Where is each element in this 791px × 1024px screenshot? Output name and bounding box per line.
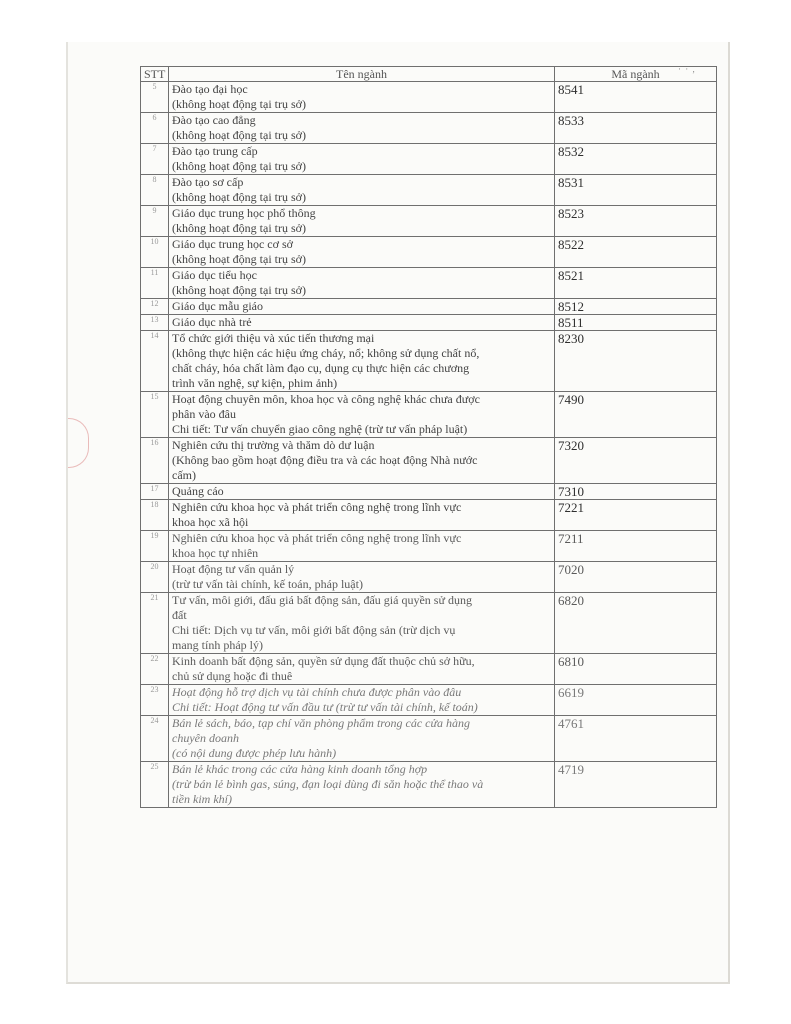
table-row xyxy=(141,82,717,113)
row-name-line: Giáo dục trung học phổ thông xyxy=(172,206,316,220)
row-name-line: khoa học xã hội xyxy=(172,515,249,529)
row-name-line: Giáo dục nhà trẻ xyxy=(172,315,252,329)
row-name xyxy=(169,175,555,206)
row-name-line: (trừ bán lẻ bình gas, súng, đạn loại dùng đi săn hoặc thể thao và xyxy=(172,777,484,791)
table-row xyxy=(141,175,717,206)
table-row xyxy=(141,392,717,438)
table-row xyxy=(141,315,717,331)
row-code: 7020 xyxy=(555,562,717,593)
row-stt: 10 xyxy=(141,237,169,268)
row-stt: 13 xyxy=(141,315,169,331)
row-stt: 6 xyxy=(141,113,169,144)
row-stt: 19 xyxy=(141,531,169,562)
header-stt: STT xyxy=(141,67,169,82)
row-name xyxy=(169,531,555,562)
row-code: 4761 xyxy=(555,716,717,762)
row-name-line: Chi tiết: Tư vấn chuyển giao công nghệ (trừ tư vấn pháp luật) xyxy=(172,422,468,436)
row-stt: 12 xyxy=(141,299,169,315)
row-name-line: phân vào đâu xyxy=(172,407,236,421)
row-name-line: Giáo dục mẫu giáo xyxy=(172,299,263,313)
row-code: 6619 xyxy=(555,685,717,716)
table-row xyxy=(141,299,717,315)
row-code: 8521 xyxy=(555,268,717,299)
row-name-line: Nghiên cứu thị trường và thăm dò dư luận xyxy=(172,438,375,452)
row-name-line: Tư vấn, môi giới, đấu giá bất động sản, đấu giá quyền sử dụng xyxy=(172,593,472,607)
row-name-line: Hoạt động hỗ trợ dịch vụ tài chính chưa được phân vào đâu xyxy=(172,685,462,699)
row-name-line: Đào tạo cao đẳng xyxy=(172,113,256,127)
row-name xyxy=(169,144,555,175)
row-stt: 17 xyxy=(141,484,169,500)
row-code: 8230 xyxy=(555,331,717,392)
table-row xyxy=(141,268,717,299)
row-name-line: Chi tiết: Hoạt động tư vấn đầu tư (trừ tư vấn tài chính, kế toán) xyxy=(172,700,478,714)
row-code: 6820 xyxy=(555,593,717,654)
table-row xyxy=(141,685,717,716)
row-name xyxy=(169,392,555,438)
row-name-line: chuyên doanh xyxy=(172,731,239,745)
row-name-line: Đào tạo sơ cấp xyxy=(172,175,244,189)
row-name xyxy=(169,438,555,484)
row-name-line: chủ sử dụng hoặc đi thuê xyxy=(172,669,293,683)
row-name-line: khoa học tự nhiên xyxy=(172,546,259,560)
row-name xyxy=(169,331,555,392)
red-stamp-fragment xyxy=(68,418,89,468)
row-name-line: tiền kim khí) xyxy=(172,792,232,806)
table-row xyxy=(141,500,717,531)
table-row xyxy=(141,562,717,593)
row-name xyxy=(169,654,555,685)
row-name-line: trình văn nghệ, sự kiện, phim ảnh) xyxy=(172,376,338,390)
table-row xyxy=(141,206,717,237)
table-row xyxy=(141,593,717,654)
row-name xyxy=(169,484,555,500)
row-name-line: Đào tạo trung cấp xyxy=(172,144,258,158)
row-name-line: Nghiên cứu khoa học và phát triển công nghệ trong lĩnh vực xyxy=(172,500,462,514)
table-row xyxy=(141,438,717,484)
row-code: 7490 xyxy=(555,392,717,438)
row-name-line: (Không bao gồm hoạt động điều tra và các hoạt động Nhà nước xyxy=(172,453,478,467)
row-name-line: cấm) xyxy=(172,468,196,482)
row-stt: 15 xyxy=(141,392,169,438)
header-name: Tên ngành xyxy=(169,67,555,82)
row-name-line: (trừ tư vấn tài chính, kế toán, pháp luật) xyxy=(172,577,363,591)
row-name-line: Nghiên cứu khoa học và phát triển công nghệ trong lĩnh vực xyxy=(172,531,462,545)
table-body xyxy=(141,82,717,808)
row-name-line: Giáo dục trung học cơ sở xyxy=(172,237,293,251)
row-name-line: Giáo dục tiểu học xyxy=(172,268,257,282)
row-name-line: Hoạt động chuyên môn, khoa học và công nghệ khác chưa được xyxy=(172,392,480,406)
row-code: 7211 xyxy=(555,531,717,562)
row-name xyxy=(169,113,555,144)
row-code: 8541 xyxy=(555,82,717,113)
row-name-line: Kinh doanh bất động sản, quyền sử dụng đất thuộc chủ sở hữu, xyxy=(172,654,475,668)
corner-mark: · · , xyxy=(678,64,696,74)
row-code: 8512 xyxy=(555,299,717,315)
row-name xyxy=(169,685,555,716)
table-row xyxy=(141,237,717,268)
row-name xyxy=(169,299,555,315)
row-name-line: Đào tạo đại học xyxy=(172,82,248,96)
row-name-line: chất cháy, hóa chất làm đạo cụ, dụng cụ thực hiện các chương xyxy=(172,361,470,375)
row-name xyxy=(169,716,555,762)
row-code: 8531 xyxy=(555,175,717,206)
row-code: 4719 xyxy=(555,762,717,808)
table-row xyxy=(141,716,717,762)
business-lines-table xyxy=(140,66,717,808)
row-name xyxy=(169,82,555,113)
row-stt: 7 xyxy=(141,144,169,175)
row-name-line: Bán lẻ khác trong các cửa hàng kinh doanh tổng hợp xyxy=(172,762,428,776)
row-code: 8532 xyxy=(555,144,717,175)
row-stt: 5 xyxy=(141,82,169,113)
row-stt: 9 xyxy=(141,206,169,237)
row-stt: 22 xyxy=(141,654,169,685)
row-name-line: đất xyxy=(172,608,187,622)
row-name-line: Tổ chức giới thiệu và xúc tiến thương mại xyxy=(172,331,375,345)
row-name-line: (có nội dung được phép lưu hành) xyxy=(172,746,337,760)
row-code: 8522 xyxy=(555,237,717,268)
table-row xyxy=(141,144,717,175)
row-code: 7320 xyxy=(555,438,717,484)
document-page xyxy=(66,42,730,984)
row-stt: 23 xyxy=(141,685,169,716)
row-name-line: (không hoạt động tại trụ sở) xyxy=(172,190,306,204)
table-row xyxy=(141,531,717,562)
row-stt: 25 xyxy=(141,762,169,808)
row-name xyxy=(169,237,555,268)
row-stt: 14 xyxy=(141,331,169,392)
row-name-line: Quảng cáo xyxy=(172,484,224,498)
row-stt: 18 xyxy=(141,500,169,531)
row-name-line: (không hoạt động tại trụ sở) xyxy=(172,283,306,297)
row-name-line: Chi tiết: Dịch vụ tư vấn, môi giới bất động sản (trừ dịch vụ xyxy=(172,623,456,637)
row-name-line: Bán lẻ sách, báo, tạp chí văn phòng phẩm trong các cửa hàng xyxy=(172,716,471,730)
row-code: 8523 xyxy=(555,206,717,237)
row-stt: 21 xyxy=(141,593,169,654)
row-name xyxy=(169,762,555,808)
row-code: 7310 xyxy=(555,484,717,500)
table-row xyxy=(141,113,717,144)
table-row xyxy=(141,762,717,808)
row-stt: 24 xyxy=(141,716,169,762)
row-name-line: Hoạt động tư vấn quản lý xyxy=(172,562,295,576)
table-row xyxy=(141,484,717,500)
row-name xyxy=(169,268,555,299)
row-name-line: (không hoạt động tại trụ sở) xyxy=(172,97,306,111)
row-stt: 20 xyxy=(141,562,169,593)
row-name-line: (không hoạt động tại trụ sở) xyxy=(172,221,306,235)
header-code: Mã ngành xyxy=(555,67,717,82)
row-name-line: mang tính pháp lý) xyxy=(172,638,263,652)
row-stt: 11 xyxy=(141,268,169,299)
row-name-line: (không hoạt động tại trụ sở) xyxy=(172,159,306,173)
row-stt: 8 xyxy=(141,175,169,206)
row-name-line: (không thực hiện các hiệu ứng cháy, nổ; không sử dụng chất nổ, xyxy=(172,346,480,360)
row-name xyxy=(169,500,555,531)
row-code: 6810 xyxy=(555,654,717,685)
table-row xyxy=(141,331,717,392)
row-name xyxy=(169,562,555,593)
row-name xyxy=(169,315,555,331)
row-code: 8533 xyxy=(555,113,717,144)
row-code: 7221 xyxy=(555,500,717,531)
row-name-line: (không hoạt động tại trụ sở) xyxy=(172,252,306,266)
table-row xyxy=(141,654,717,685)
row-name-line: (không hoạt động tại trụ sở) xyxy=(172,128,306,142)
row-name xyxy=(169,206,555,237)
table-header-row xyxy=(141,67,717,82)
row-name xyxy=(169,593,555,654)
row-code: 8511 xyxy=(555,315,717,331)
row-stt: 16 xyxy=(141,438,169,484)
